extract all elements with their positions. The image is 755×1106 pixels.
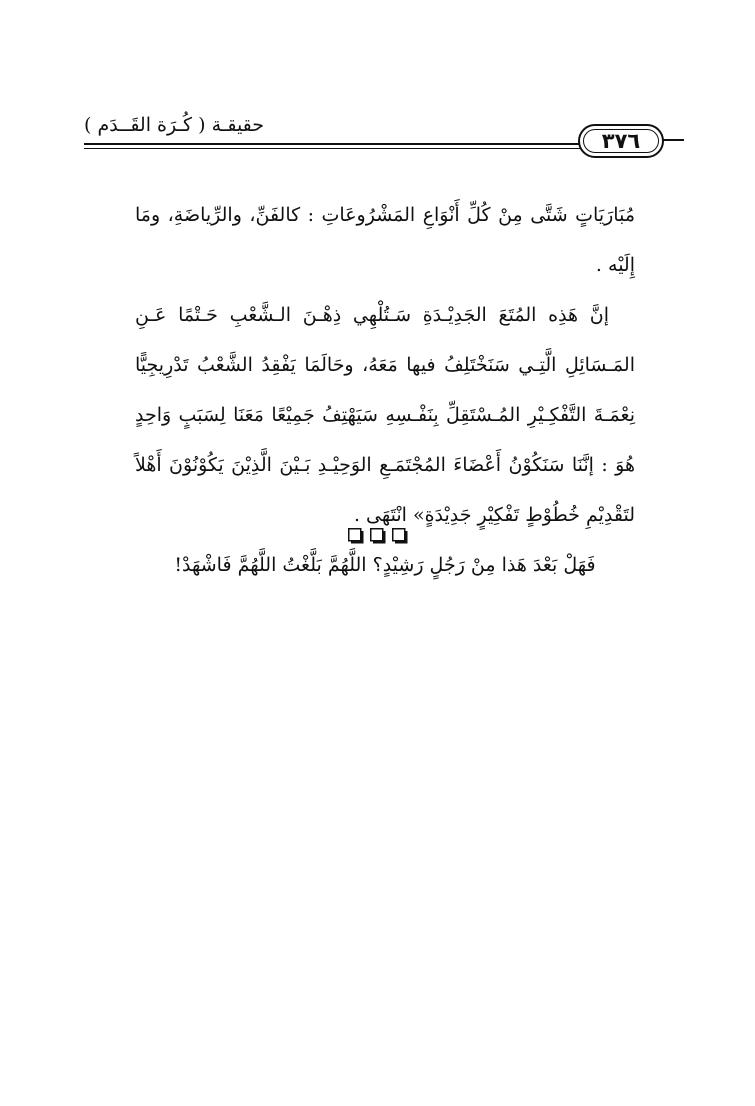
paragraph-closing: فَهَلْ بَعْدَ هَذا مِنْ رَجُلٍ رَشِيْدٍ؟ اللَّهُمَّ بَلَّغْتُ اللَّهُمَّ فَاشْهَدْ! [174, 554, 596, 576]
section-end-ornament [0, 528, 755, 544]
square-ornament-icon [392, 528, 408, 544]
square-ornament-icon [370, 528, 386, 544]
header-rule [84, 143, 604, 145]
paragraph-quote: إنَّ هَذِه المُتَعَ الجَدِيْـدَةِ سَـتُلْهِي ذِهْـنَ الـشَّعْبِ حَـتْمًا عَـنِ المَـسَائِلِ الَّتِـي سَنَخْتَلِفُ فيها مَعَهُ، وحَالَمَا يَفْقِدُ الشَّعْبُ تَدْرِيجِيًّا نِعْمَـةَ التَّفْكِـيْرِ المُـسْتَقِلِّ بِنَفْـسِهِ سَيَهْتِفُ جَمِيْعًا مَعَنَا لِسَبَبٍ وَاحِدٍ هُوَ : إنَّنَا سَنَكُوْنُ أَعْضَاءَ المُجْتَمَـعِ الوَحِيْـدِ بَـيْنَ الَّذِيْنَ يَكُوْنُوْنَ أَهْلاً لتَقْدِيْمِ خُطُوْطٍ تَفْكِيْرٍ جَدِيْدَةٍ» انْتَهَى . [135, 304, 635, 526]
page-number: ٣٧٦ [601, 129, 641, 153]
page-number-tail [662, 139, 684, 141]
paragraph-continuation: مُبَارَيَاتٍ شَتَّى مِنْ كُلِّ أَنْوَاعِ المَشْرُوعَاتِ : كالفَنِّ، والرِّياضَةِ، ومَا إِلَيْه . [135, 204, 635, 276]
page-number-frame [578, 124, 664, 158]
page-header [84, 112, 684, 162]
header-rule-thin [84, 148, 592, 149]
running-title: حقيقـة ( كُـرَة القَــدَم ) [84, 114, 265, 136]
square-ornament-icon [348, 528, 364, 544]
